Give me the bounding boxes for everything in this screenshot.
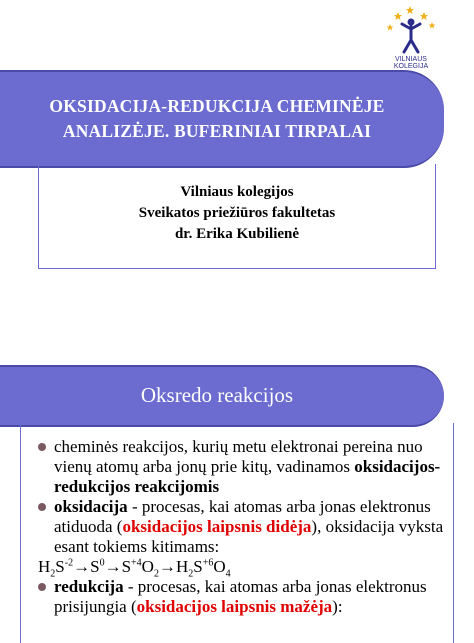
institution: Vilniaus kolegijos — [180, 184, 294, 200]
bullet-list — [38, 437, 452, 617]
highlight: oksidacijos laipsnis mažėja — [136, 597, 333, 616]
oxidation-formula: $H_2S^{-2}\to S^0\to S^{+4}O_2\to H_2S^{+6}O_4$ — [38, 557, 231, 580]
title-line-2: ANALIZĖJE. BUFERINIAI TIRPALAI — [62, 121, 372, 141]
college-logo — [380, 4, 442, 68]
list-item: oksidacija - procesas, kai atomas arba jonas elektronus atiduoda (oksidacijos laipsnis didėja), oksidacija vyksta esant tokiems kitimams: $H_2S^{-2}\to S^0\to S^{+4}O_2\to H_2S^{+6}O_4$ — [38, 497, 452, 577]
author: dr. Erika Kubilienė — [174, 226, 300, 242]
section-title: Oksredo reakcijos — [140, 383, 294, 407]
faculty: Sveikatos priežiūros fakultetas — [138, 205, 336, 221]
subtitle-block — [0, 182, 474, 245]
title-line-1: OKSIDACIJA-REDUKCIJA CHEMINĖJE — [49, 96, 385, 116]
list-item: cheminės reakcijos, kurių metu elektronai pereina nuo vienų atomų arba jonų prie kitų, vadinamos oksidacijos-redukcijos reakcijomis — [38, 437, 452, 497]
slide-oksredo — [0, 330, 474, 632]
bullet-icon — [38, 503, 46, 511]
term: oksidacija — [54, 497, 128, 516]
term: redukcija — [54, 577, 124, 596]
highlight: oksidacijos laipsnis didėja — [122, 517, 312, 536]
presentation-title — [0, 94, 444, 144]
bullet-icon — [38, 443, 46, 451]
section-banner — [0, 365, 444, 427]
list-item: redukcija - procesas, kai atomas arba jonas elektronus prisijungia (oksidacijos laipsnis mažėja): — [38, 577, 452, 617]
bullet-icon — [38, 583, 46, 591]
logo-text: VILNIAUS KOLEGIJA — [393, 56, 429, 70]
title-banner — [0, 70, 444, 168]
logo-figure-icon — [380, 4, 442, 56]
